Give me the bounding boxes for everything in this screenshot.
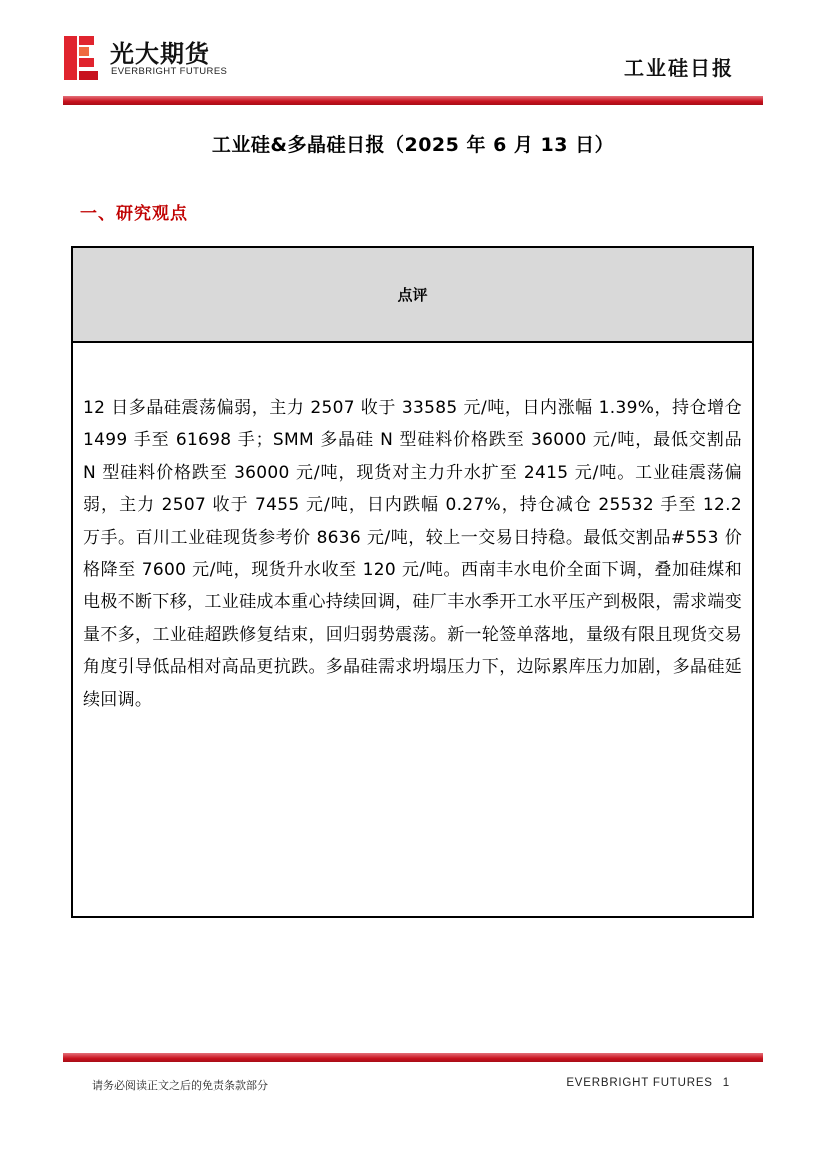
- footer-brand-name: EVERBRIGHT FUTURES: [566, 1077, 713, 1089]
- section-heading: 一、研究观点: [80, 204, 188, 224]
- header-divider: [63, 96, 763, 105]
- footer-brand: [566, 1077, 730, 1089]
- brand-name-en: EVERBRIGHT FUTURES: [111, 66, 228, 77]
- document-title: 工业硅&多晶硅日报（2025 年 6 月 13 日）: [211, 134, 615, 156]
- brand-name-cn: 光大期货: [110, 40, 210, 68]
- commentary-table: [71, 246, 754, 918]
- page-number: 1: [722, 1077, 730, 1089]
- footer-disclaimer: 请务必阅读正文之后的免责条款部分: [92, 1079, 268, 1092]
- brand-logo: [64, 36, 244, 82]
- everbright-logo-icon: [64, 36, 98, 80]
- report-type-label: 工业硅日报: [624, 56, 734, 80]
- commentary-text: 12 日多晶硅震荡偏弱，主力 2507 收于 33585 元/吨，日内涨幅 1.39%，持仓增仓 1499 手至 61698 手；SMM 多晶硅 N 型硅料价格跌至 36000 元/吨，最低交割品 N 型硅料价格跌至 36000 元/吨，现货对主力升水扩至 2415 元/吨。工业硅震荡偏弱，主力 2507 收于 7455 元/吨，日内跌幅 0.27%，持仓减仓 25532 手至 12.2 万手。百川工业硅现货参考价 8636 元/吨，较上一交易日持稳。最低交割品#553 价格降至 7600 元/吨，现货升水收至 120 元/吨。西南丰水电价全面下调，叠加硅煤和电极不断下移，工业硅成本重心持续回调，硅厂丰水季开工水平压产到极限，需求端变量不多，工业硅超跌修复结束，回归弱势震荡。新一轮签单落地，量级有限且现货交易角度引导低品相对高品更抗跌。多晶硅需求坍塌压力下，边际累库压力加剧，多晶硅延续回调。: [83, 398, 742, 710]
- commentary-table-header: 点评: [73, 248, 752, 343]
- footer-divider: [63, 1053, 763, 1062]
